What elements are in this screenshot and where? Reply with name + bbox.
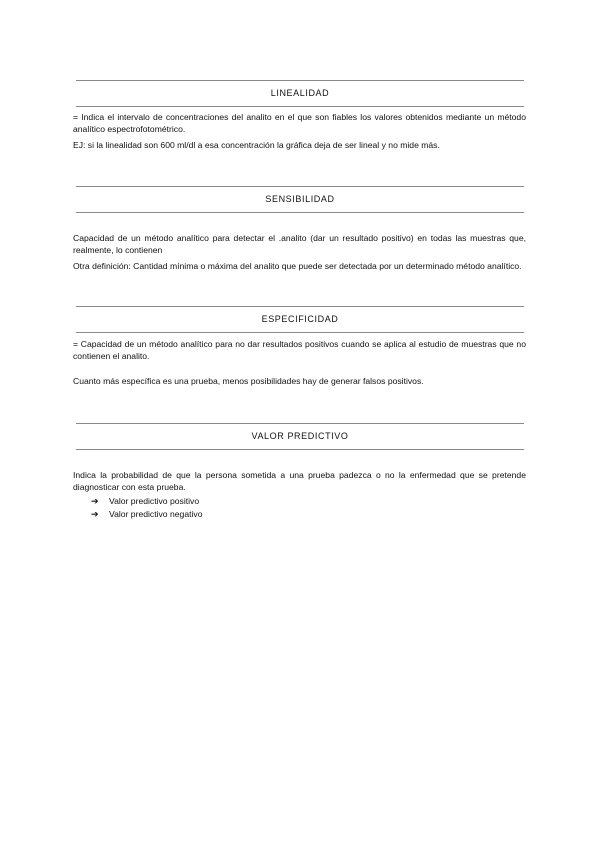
section-header-sensibilidad [76, 186, 524, 213]
section-header-especificidad [76, 306, 524, 333]
section-title: VALOR PREDICTIVO [251, 431, 349, 441]
section-header-valor-predictivo [76, 423, 524, 450]
section-title: SENSIBILIDAD [265, 194, 335, 204]
valor-predictivo-list [91, 495, 202, 521]
list-item [91, 508, 202, 521]
sensibilidad-definition: Capacidad de un método analítico para detectar el .analito (dar un resultado positivo) en todas las muestras que, realmente, lo contienen [73, 233, 526, 255]
especificidad-note: Cuanto más específica es una prueba, menos posibilidades hay de generar falsos positivos. [73, 376, 424, 386]
sensibilidad-alt-definition: Otra definición: Cantidad mínima o máxima del analito que puede ser detectada por un determinado método analítico. [73, 261, 522, 271]
right-arrow-icon: ➔ [91, 496, 99, 506]
section-title: LINEALIDAD [270, 88, 330, 98]
divider-line [76, 212, 524, 213]
list-item [91, 495, 202, 508]
divider-line [76, 449, 524, 450]
list-item-label: Valor predictivo positivo [109, 496, 200, 506]
especificidad-definition: = Capacidad de un método analítico para no dar resultados positivos cuando se aplica al estudio de muestras que no contienen el analito. [73, 339, 526, 361]
section-header-linealidad [76, 80, 524, 107]
valor-predictivo-definition: Indica la probabilidad de que la persona sometida a una prueba padezca o no la enfermedad que se pretende diagnosticar con esta prueba. [73, 470, 526, 492]
divider-line [76, 332, 524, 333]
divider-line [76, 106, 524, 107]
linealidad-example: EJ: si la linealidad son 600 ml/dl a esa concentración la gráfica deja de ser lineal y no mide más. [73, 140, 440, 150]
right-arrow-icon: ➔ [91, 509, 99, 519]
section-title: ESPECIFICIDAD [261, 314, 339, 324]
list-item-label: Valor predictivo negativo [109, 509, 203, 519]
linealidad-definition: = Indica el intervalo de concentraciones del analito en el que son fiables los valores obtenidos mediante un método analítico espectrofotométrico. [73, 112, 526, 134]
